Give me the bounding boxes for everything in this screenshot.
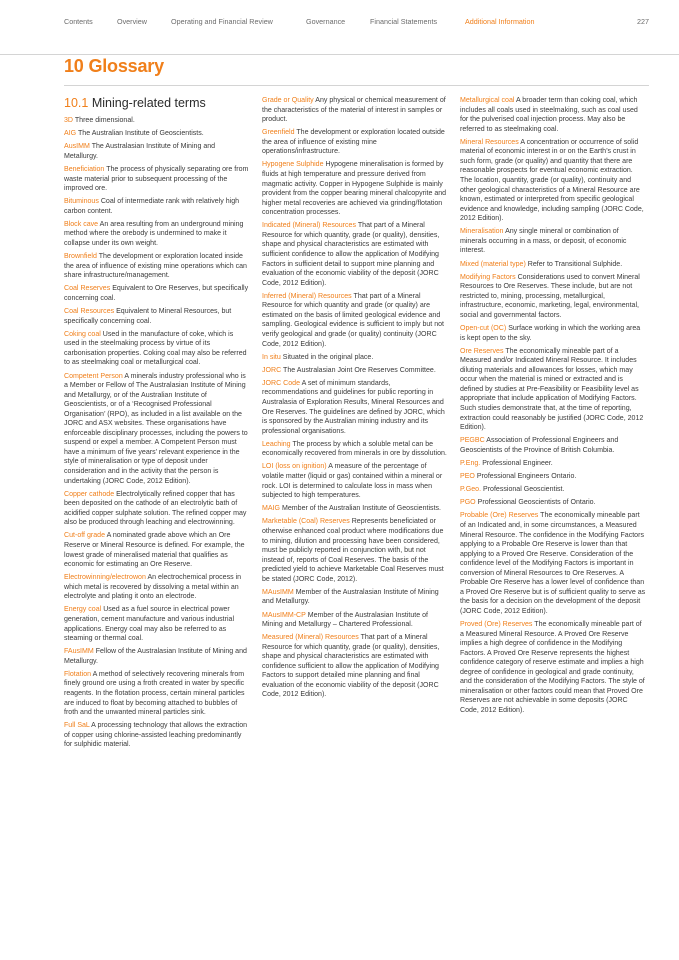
glossary-term: Cut-off grade — [64, 532, 106, 540]
glossary-term: Grade or Quality — [262, 97, 314, 104]
glossary-definition: Member of the Australasian Institute of Mining and Metallurgy – Chartered Professional. — [262, 611, 428, 629]
glossary-entry — [64, 531, 250, 569]
glossary-definition: The process by which a soluble metal can be economically recovered from minerals in ore by dissolution. — [262, 440, 447, 458]
glossary-definition: The development or exploration located inside the area of influence of existing mine operations which can share infrastructure/management. — [64, 253, 247, 280]
glossary-entry — [460, 96, 646, 134]
glossary-term: Modifying Factors — [460, 273, 516, 281]
glossary-definition: Represents beneficiated or otherwise enhanced coal product where modifications due to mining, dilution and processing have been considered, must be publicly reported in conjunction with, but not instead of, reports of Coal Reserves. The basis of the predicted yield to achieve Marketable Coal Reserves must be stated (JORC Code, 2012). — [262, 518, 444, 583]
glossary-entry — [64, 605, 250, 643]
glossary-definition: Equivalent to Mineral Resources, but specifically concerning coal. — [64, 308, 232, 325]
glossary-definition: Used in the manufacture of coke, which is used in the steelmaking process by virtue of its carbonisation properties. Coking coal may also be referred to as steelmaking coal or metallurgical coal. — [64, 330, 247, 367]
glossary-definition: The economically mineable part of a Measured Mineral Resource. A Proved Ore Reserve implies a high degree of confidence in the Modifying Factors. A Proved Ore Reserve represents the highest confidence category of reserve estimate and implies a high degree of confidence in geological and grade continuity, and the consideration of the Modifying Factors. The style of mineralisation or other factors could mean that Proved Ore Reserves are not achievable in some deposits (JORC Code, 2012 Edition). — [460, 621, 645, 714]
glossary-term: Coal Reserves — [64, 285, 111, 293]
glossary-entry — [64, 372, 250, 487]
glossary-definition: Used as a fuel source in electrical power generation, cement manufacture and various industrial applications. Energy coal may also be referred to as steaming or thermal coal. — [64, 606, 235, 643]
glossary-term: Ore Reserves — [460, 347, 504, 355]
glossary-term: P.Eng. — [460, 459, 481, 467]
glossary-entry — [460, 485, 646, 495]
glossary-entry — [64, 129, 250, 139]
nav-additional-information-link[interactable]: Additional Information — [465, 17, 535, 26]
chapter-number: 10 — [64, 56, 84, 76]
glossary-term: Mineral Resources — [460, 138, 519, 146]
glossary-term: Proved (Ore) Reserves — [460, 621, 533, 629]
glossary-definition: Fellow of the Australasian Institute of Mining and Metallurgy. — [64, 648, 247, 665]
glossary-term: Probable (Ore) Reserves — [460, 512, 539, 520]
nav-financial-statements-link[interactable]: Financial Statements — [370, 17, 438, 26]
nav-overview-link[interactable]: Overview — [117, 17, 147, 26]
glossary-term: Bituminous — [64, 198, 99, 206]
glossary-term: Electrowinning/electrowon — [64, 574, 146, 582]
chapter-title: Glossary — [88, 56, 164, 76]
glossary-term: Inferred (Mineral) Resources — [262, 292, 352, 300]
glossary-definition: An area resulting from an underground mining method where the orebody is undermined to make it collapse under its own weight. — [64, 220, 244, 247]
glossary-entry — [64, 284, 250, 303]
glossary-entry — [262, 440, 448, 459]
glossary-term: Greenfield — [262, 129, 295, 137]
glossary-definition: Any physical or chemical measurement of the characteristics of the material of interest in samples or product. — [262, 97, 446, 124]
glossary-definition: Professional Geoscientists of Ontario. — [477, 499, 596, 507]
glossary-column-2 — [262, 96, 448, 704]
glossary-entry — [262, 611, 448, 630]
glossary-definition: An electrochemical process in which metal is recovered by dissolving a metal within an electrolyte and plating it onto an electrode. — [64, 574, 242, 601]
glossary-definition: Any single mineral or combination of minerals occurring in a mass, or deposit, of economic interest. — [460, 228, 627, 255]
glossary-term: Coal Resources — [64, 308, 115, 316]
glossary-entry — [64, 197, 250, 216]
glossary-definition: Refer to Transitional Sulphide. — [527, 260, 623, 268]
glossary-term: PEGBC — [460, 437, 485, 445]
glossary-definition: Member of the Australasian Institute of Mining and Metallurgy. — [262, 588, 439, 606]
glossary-term: Beneficiation — [64, 165, 105, 173]
glossary-entry — [460, 436, 646, 455]
glossary-definition: Surface working in which the working area is kept open to the sky. — [460, 325, 641, 342]
glossary-definition: A set of minimum standards, recommendations and guidelines for public reporting in Australasia of Exploration Results, Mineral Resources and Ore Reserves. The guidelines are defined by JORC, which is sponsored by the Australian mining industry and its professional organisations. — [262, 379, 445, 435]
glossary-term: Mixed (material type) — [460, 260, 526, 268]
glossary-definition: A concentration or occurrence of solid material of economic interest in or on the Earth’s crust in such form, grade (or quality) and quantity that there are reasonable prospects for eventual economic extraction. The location, quantity, grade (or quality), continuity and other geological characteristics of a Mineral Resource are known, estimated or interpreted from specific geological evidence and knowledge, including sampling (JORC Code, 2012 Edition). — [460, 138, 644, 223]
glossary-entry — [64, 330, 250, 368]
glossary-definition: The Australasian Joint Ore Reserves Committee. — [283, 366, 436, 374]
glossary-entry — [460, 511, 646, 616]
glossary-column-3 — [460, 96, 646, 719]
glossary-term: Marketable (Coal) Reserves — [262, 518, 350, 526]
glossary-entry — [64, 116, 250, 126]
glossary-definition: A minerals industry professional who is a Member or Fellow of The Australasian Institute of Mining and Metallurgy, or of the Australian Institute of Geoscientists, or of a ‘Recognised Professional Organisation’ (RPO), as included in a list available on the JORC and ASX websites. These organisations have enforceable disciplinary processes, including the powers to suspend or expel a member. A Competent Person must have a minimum of five years’ relevant experience in the style of mineralisation or type of deposit under consideration and in the activity that the person is undertaking (JORC Code, 2012 Edition). — [64, 372, 248, 485]
page-number: 227 — [637, 17, 649, 26]
glossary-term: Coking coal — [64, 330, 101, 338]
glossary-entry — [64, 252, 250, 281]
glossary-definition: Coal of intermediate rank with relatively high carbon content. — [64, 198, 240, 215]
glossary-term: Indicated (Mineral) Resources — [262, 222, 356, 230]
glossary-definition: Considerations used to convert Mineral Resources to Ore Reserves. These include, but are not restricted to, mining, processing, metallurgical, infrastructure, economic, marketing, legal, environmental, social and governmental factors. — [460, 273, 640, 319]
glossary-definition: Hypogene mineralisation is formed by fluids at high temperature and pressure derived from magmatic activity. Copper in Hypogene Sulphide is mainly provident from the copper bearing mineral chalcopyrite and higher metal recoveries are achieved via grinding/flotation concentration processes. — [262, 161, 447, 217]
glossary-definition: A processing technology that allows the extraction of copper using chlorine-assisted leaching predominantly for sulphidic material. — [64, 722, 248, 749]
glossary-definition: A measure of the percentage of volatile matter (liquid or gas) contained within a mineral or rock. LOI is determined to calculate loss in mass when subjected to high temperatures. — [262, 463, 443, 500]
glossary-definition: That part of a Mineral Resource for which quantity, grade (or quality), densities, shape and physical characteristics are estimated with confidence sufficient to allow the application of Modifying Factors to support detailed mine planning and final evaluation of the economic viability of the deposit (JORC Code, 2012 Edition). — [262, 634, 440, 699]
glossary-term: PEO — [460, 473, 475, 481]
glossary-term: In situ — [262, 353, 281, 361]
glossary-entry — [262, 353, 448, 363]
glossary-term: P.Geo. — [460, 486, 482, 494]
glossary-entry — [64, 490, 250, 528]
glossary-entry — [64, 670, 250, 718]
glossary-term: AusIMM — [64, 143, 90, 151]
glossary-definition: Professional Engineer. — [482, 459, 553, 467]
glossary-entry — [64, 165, 250, 194]
glossary-term: Mineralisation — [460, 228, 504, 236]
glossary-column-1 — [64, 96, 250, 754]
glossary-entry — [460, 472, 646, 482]
glossary-definition: The economically mineable part of a Measured and/or Indicated Mineral Resource. It includes diluting materials and allowances for losses, which may occur when the material is mined or extracted and is defined by studies at Pre-Feasibility or Feasibility level as appropriate that include application of Modifying Factors. Such studies demonstrate that, at the time of reporting, extraction could reasonably be justified (JORC Code, 2012 Edition). — [460, 347, 644, 432]
glossary-term: Measured (Mineral) Resources — [262, 634, 359, 642]
glossary-entry — [262, 462, 448, 500]
glossary-term: Hypogene Sulphide — [262, 161, 324, 169]
glossary-entry — [460, 324, 646, 343]
glossary-definition: That part of a Mineral Resource for which quantity and grade (or quality) are estimated on the basis of limited geological evidence and sampling. Geological evidence is sufficient to imply but not verify geological and grade (or quality) continuity (JORC Code, 2012 Edition). — [262, 292, 445, 348]
glossary-entry — [262, 588, 448, 607]
glossary-term: Brownfield — [64, 253, 97, 261]
glossary-term: MAusIMM — [262, 588, 294, 596]
glossary-definition: A method of selectively recovering minerals from finely ground ore using a froth created in water by specific reagents. In the flotation process, certain mineral particles are induced to float by becoming attached to bubbles of froth and the unwanted mineral particles sink. — [64, 670, 245, 717]
glossary-definition: A broader term than coking coal, which includes all coals used in steelmaking, such as coal used for the pulverised coal injection process. May also be referred to as steelmaking coal. — [460, 97, 638, 133]
glossary-term: Open-cut (OC) — [460, 325, 507, 332]
glossary-definition: Equivalent to Ore Reserves, but specifically concerning coal. — [64, 285, 249, 302]
glossary-definition: A nominated grade above which an Ore Reserve or Mineral Resource is defined. For example, the lowest grade of mineralised material that qualifies as economic for estimating an Ore Reserve. — [64, 532, 245, 569]
glossary-definition: Three dimensional. — [74, 117, 135, 124]
glossary-entry — [64, 142, 250, 161]
header-divider — [0, 54, 679, 55]
glossary-entry — [460, 260, 646, 270]
glossary-entry — [460, 138, 646, 224]
glossary-term: LOI (loss on ignition) — [262, 463, 327, 471]
glossary-entry — [262, 517, 448, 584]
chapter-heading — [64, 56, 164, 77]
section-number: 10.1 — [64, 96, 89, 110]
glossary-entry — [262, 633, 448, 700]
glossary-definition: Member of the Australian Institute of Geoscientists. — [281, 505, 442, 513]
glossary-term: MAusIMM-CP — [262, 611, 306, 619]
glossary-definition: The process of physically separating ore from waste material prior to subsequent processing of the improved ore. — [64, 165, 249, 193]
glossary-definition: Situated in the original place. — [282, 353, 374, 361]
glossary-term: 3D — [64, 117, 74, 124]
glossary-term: Competent Person — [64, 372, 123, 380]
glossary-entry — [64, 573, 250, 602]
glossary-definition: The economically mineable part of an Indicated and, in some circumstances, a Measured Mineral Resource. The confidence in the Modifying Factors applying to a Probable Ore Reserve is lower than that applying to a Proved Ore Reserve. Consideration of the confidence level of the Modifying Factors is important in conversion of Mineral Resources to Ore Reserves. A Probable Ore Reserve has a lower level of confidence than a Proved Ore Reserve but is of sufficient quality to serve as the basis for a decision on the development of the deposit (JORC Code, 2012 Edition). — [460, 512, 646, 615]
nav-governance-link[interactable]: Governance — [306, 17, 346, 26]
glossary-term: Energy coal — [64, 606, 102, 614]
glossary-definition: Professional Geoscientist. — [483, 486, 565, 494]
glossary-entry — [262, 379, 448, 436]
glossary-entry — [460, 498, 646, 508]
section-title: Mining-related terms — [91, 96, 206, 110]
glossary-entry — [262, 128, 448, 157]
glossary-entry — [262, 292, 448, 349]
glossary-term: MAIG — [262, 505, 281, 513]
glossary-entry — [460, 273, 646, 321]
glossary-entry — [460, 227, 646, 256]
glossary-definition: The development or exploration located outside the area of influence of existing mine operations/infrastructure. — [262, 129, 445, 156]
glossary-entry — [262, 160, 448, 217]
glossary-entry — [460, 620, 646, 715]
glossary-definition: Professional Engineers Ontario. — [476, 473, 577, 481]
glossary-term: Full SaL — [64, 722, 90, 730]
nav-contents-link[interactable]: Contents — [64, 17, 93, 26]
glossary-entry — [262, 366, 448, 376]
glossary-entry — [64, 307, 250, 326]
glossary-term: PGO — [460, 499, 476, 507]
glossary-term: Block cave — [64, 220, 99, 228]
glossary-term: JORC — [262, 366, 282, 374]
top-navigation — [64, 17, 649, 29]
nav-operating-review-link[interactable]: Operating and Financial Review — [171, 17, 273, 26]
glossary-entry — [460, 347, 646, 433]
glossary-entry — [262, 96, 448, 125]
glossary-term: Flotation — [64, 670, 92, 678]
glossary-entry — [64, 721, 250, 750]
glossary-term: Metallurgical coal — [460, 97, 515, 104]
glossary-entry — [64, 647, 250, 666]
glossary-entry — [460, 459, 646, 469]
glossary-term: Copper cathode — [64, 490, 115, 498]
glossary-term: FAusIMM — [64, 648, 94, 656]
glossary-entry — [262, 504, 448, 514]
glossary-term: Leaching — [262, 440, 291, 448]
chapter-divider — [64, 85, 649, 86]
glossary-term: JORC Code — [262, 379, 300, 387]
glossary-definition: The Australasian Institute of Mining and Metallurgy. — [64, 143, 216, 160]
glossary-definition: Electrolytically refined copper that has been deposited on the cathode of an electrolytic bath of acidified copper sulphate solution. The refined copper may also be produced through leaching and electrowinning. — [64, 490, 247, 527]
glossary-definition: Association of Professional Engineers and Geoscientists of the Province of British Columbia. — [460, 437, 619, 454]
glossary-entry — [262, 221, 448, 288]
section-heading — [64, 96, 250, 111]
glossary-definition: The Australian Institute of Geoscientists. — [77, 130, 204, 138]
glossary-definition: That part of a Mineral Resource for which quantity, grade (or quality), densities, shape and physical characteristics are estimated with sufficient confidence to allow the application of Modifying Factors in sufficient detail to support mine planning and evaluation of the economic viability of the deposit (JORC Code, 2012 Edition). — [262, 222, 440, 287]
glossary-term: AIG — [64, 130, 77, 138]
glossary-entry — [64, 220, 250, 249]
